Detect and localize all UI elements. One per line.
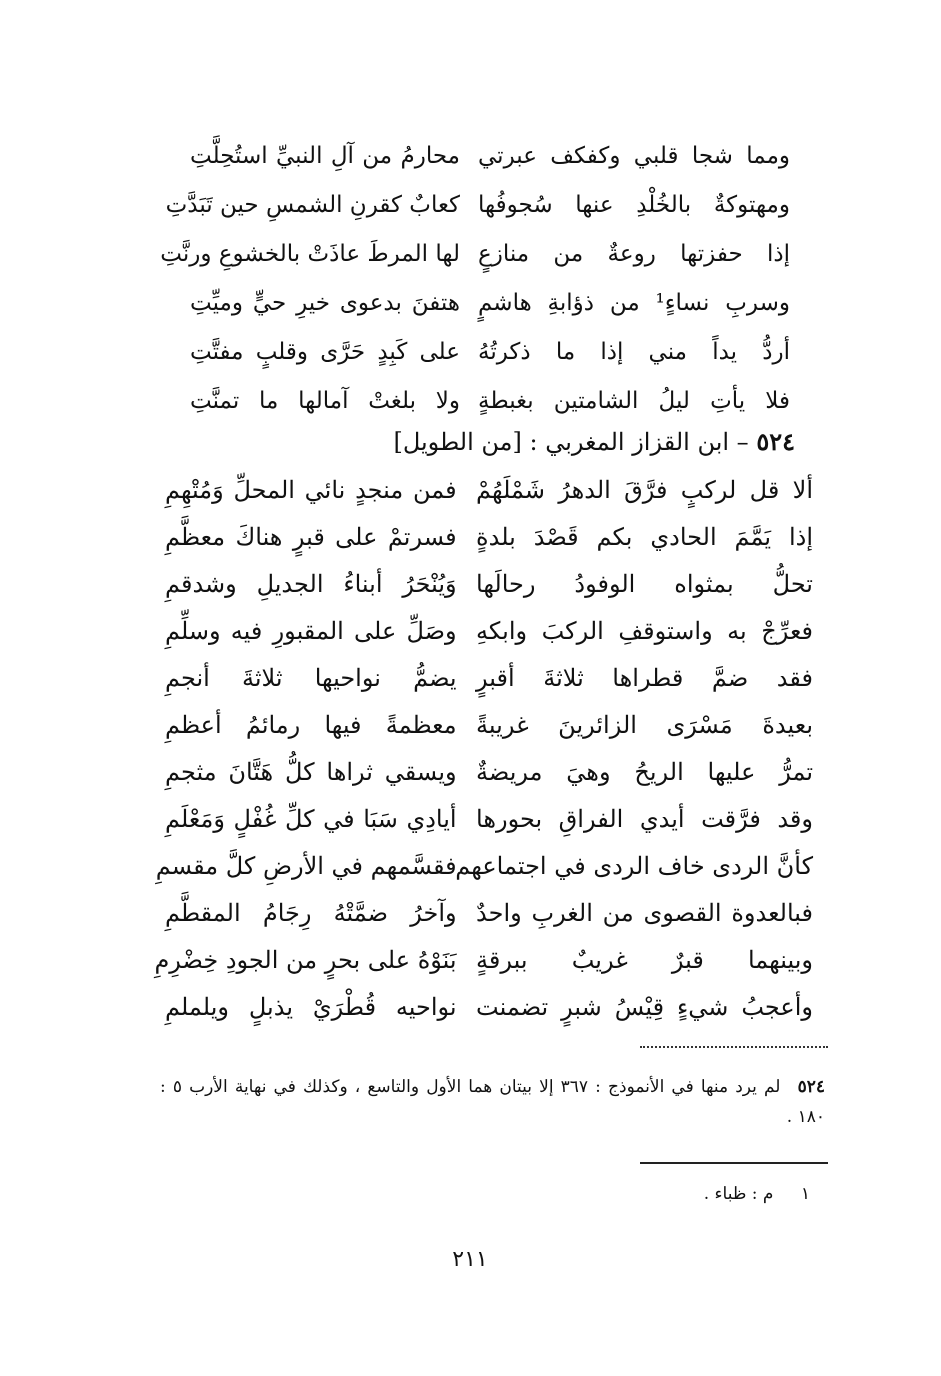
verse-second-hemistich: نواحيه قُطْرَيْ يذبلٍ ويلملمِ bbox=[165, 993, 457, 1021]
verse-line bbox=[160, 234, 790, 274]
verse-first-hemistich: ومما شجا قلبي وكفكف عبرتي bbox=[478, 143, 790, 169]
poem-block-1 bbox=[160, 136, 791, 426]
variant-note-text: م : ظباء . bbox=[703, 1184, 774, 1204]
verse-line bbox=[165, 517, 813, 557]
verse-first-hemistich: وسربِ نساءٍ¹ من ذؤابةِ هاشمٍ bbox=[478, 290, 791, 316]
verse-second-hemistich: معظمةً فيها رمائمُ أعظمِ bbox=[165, 711, 457, 739]
verse-first-hemistich: فلا يأتِ ليلُ الشامتين بغبطةٍ bbox=[478, 388, 790, 414]
editorial-footnote bbox=[160, 1072, 825, 1132]
verse-first-hemistich: وقد فرَّقت أيدي الفراقِ بحورها bbox=[476, 805, 813, 833]
verse-line bbox=[165, 799, 813, 839]
section-title: – ابن القزاز المغربي : [من الطويل] bbox=[393, 428, 749, 456]
footnote-rule bbox=[640, 1162, 828, 1164]
verse-first-hemistich: تمرُّ عليها الريحُ وهيَ مريضةٌ bbox=[476, 758, 813, 786]
verse-first-hemistich: أردُّ يداً مني إذا ما ذكرتُهُ bbox=[478, 339, 790, 365]
verse-second-hemistich: ويسقي ثراها كلُّ هَتَّانَ مثجمِ bbox=[165, 758, 457, 786]
verse-second-hemistich: يضمُّ نواحيها ثلاثةَ أنجمِ bbox=[165, 664, 457, 692]
verse-line bbox=[155, 846, 813, 886]
verse-line bbox=[165, 752, 813, 792]
verse-second-hemistich: بَنَوْهُ على بحرٍ من الجودِ خِضْرِمِ bbox=[154, 946, 457, 974]
verse-line bbox=[154, 940, 813, 980]
verse-line bbox=[190, 136, 790, 176]
verse-line bbox=[165, 564, 813, 604]
verse-second-hemistich: وَيُنْحَرُ أبناءُ الجديلِ وشدقمِ bbox=[165, 570, 457, 598]
verse-line bbox=[165, 705, 813, 745]
section-heading bbox=[300, 420, 795, 464]
poem-block-2 bbox=[154, 470, 813, 1030]
verse-line bbox=[190, 381, 790, 421]
verse-line bbox=[190, 332, 790, 372]
verse-second-hemistich: لها المرطَ عاذَتْ بالخشوعِ ورنَّتِ bbox=[160, 241, 460, 267]
verse-line bbox=[165, 893, 813, 933]
verse-second-hemistich: كعابٌ كقرنِ الشمسِ حين تَبَدَّتِ bbox=[165, 192, 460, 218]
footnote-number: ٥٢٤ bbox=[797, 1077, 825, 1097]
footnote-text: لم يرد منها في الأنموذج : ٣٦٧ إلا بيتان هما الأول والتاسع ، وكذلك في نهاية الأرب ٥ : ١٨٠ . bbox=[160, 1077, 825, 1127]
verse-second-hemistich: وصَلِّ على المقبورِ فيه وسلِّمِ bbox=[165, 617, 457, 645]
verse-first-hemistich: إذا يَمَّمَ الحادي بكم قَصْدَ بلدةٍ bbox=[476, 523, 813, 551]
verse-first-hemistich: بعيدةَ مَسْرَى الزائرينَ غريبةً bbox=[476, 711, 813, 739]
verse-line bbox=[165, 658, 813, 698]
verse-line bbox=[165, 987, 813, 1027]
verse-second-hemistich: فقسَّمهم في الأرضِ كلَّ مقسمِ bbox=[155, 852, 457, 880]
verse-second-hemistich: ولا بلغتْ آمالها ما تمنَّتِ bbox=[190, 388, 460, 414]
verse-first-hemistich: فبالعدوة القصوى من الغربِ واحدٌ bbox=[476, 899, 813, 927]
footnote-dotted-separator bbox=[640, 1046, 828, 1048]
verse-second-hemistich: محارمُ من آلِ النبيِّ استُحِلَّتِ bbox=[190, 143, 460, 169]
variant-note bbox=[560, 1180, 810, 1208]
verse-first-hemistich: فعرِّجْ به واستوقفِ الركبَ وابكهِ bbox=[476, 617, 813, 645]
verse-first-hemistich: ألا قل لركبٍ فرَّقَ الدهرُ شَمْلَهُمْ bbox=[476, 476, 813, 504]
verse-first-hemistich: ومهتوكةٌ بالخُلْدِ عنها سُجوفُها bbox=[478, 192, 790, 218]
verse-second-hemistich: هتفنَ بدعوى خيرِ حيٍّ وميِّتِ bbox=[190, 290, 460, 316]
verse-first-hemistich: فقد ضمَّ قطراها ثلاثةَ أقبرٍ bbox=[476, 664, 813, 692]
verse-second-hemistich: أيادِي سَبَا في كلِّ غُفْلٍ وَمَعْلَمِ bbox=[165, 805, 457, 833]
verse-line bbox=[165, 611, 813, 651]
verse-second-hemistich: فسرتمْ على قبرٍ هناكَ معظَّمِ bbox=[165, 523, 457, 551]
verse-first-hemistich: وبينهما قبرٌ غريبٌ ببرقةٍ bbox=[476, 946, 813, 974]
verse-line bbox=[190, 283, 790, 323]
verse-second-hemistich: وآخرُ ضمَّتْهُ رِجَامُ المقطَّمِ bbox=[165, 899, 457, 927]
page-number: ٢١١ bbox=[452, 1247, 488, 1272]
verse-first-hemistich: وأعجبُ شيءٍ قِيْسُ شبرٍ تضمنت bbox=[476, 993, 813, 1021]
verse-second-hemistich: فمن منجدٍ نائي المحلِّ وَمُتْهِمِ bbox=[165, 476, 457, 504]
verse-first-hemistich: كأنَّ الردى خاف الردى في اجتماعهم bbox=[455, 852, 813, 880]
verse-line bbox=[165, 185, 790, 225]
verse-first-hemistich: إذا حفزتها روعةٌ من منازعٍ bbox=[478, 241, 790, 267]
variant-note-number: ١ bbox=[800, 1184, 810, 1204]
verse-line bbox=[165, 470, 813, 510]
verse-second-hemistich: على كَبِدٍ حَرَّى وقلبٍ مفتَّتِ bbox=[190, 339, 460, 365]
section-number: ٥٢٤ bbox=[756, 427, 795, 456]
verse-first-hemistich: تحلُّ بمثواه الوفودُ رحالَها bbox=[476, 570, 813, 598]
